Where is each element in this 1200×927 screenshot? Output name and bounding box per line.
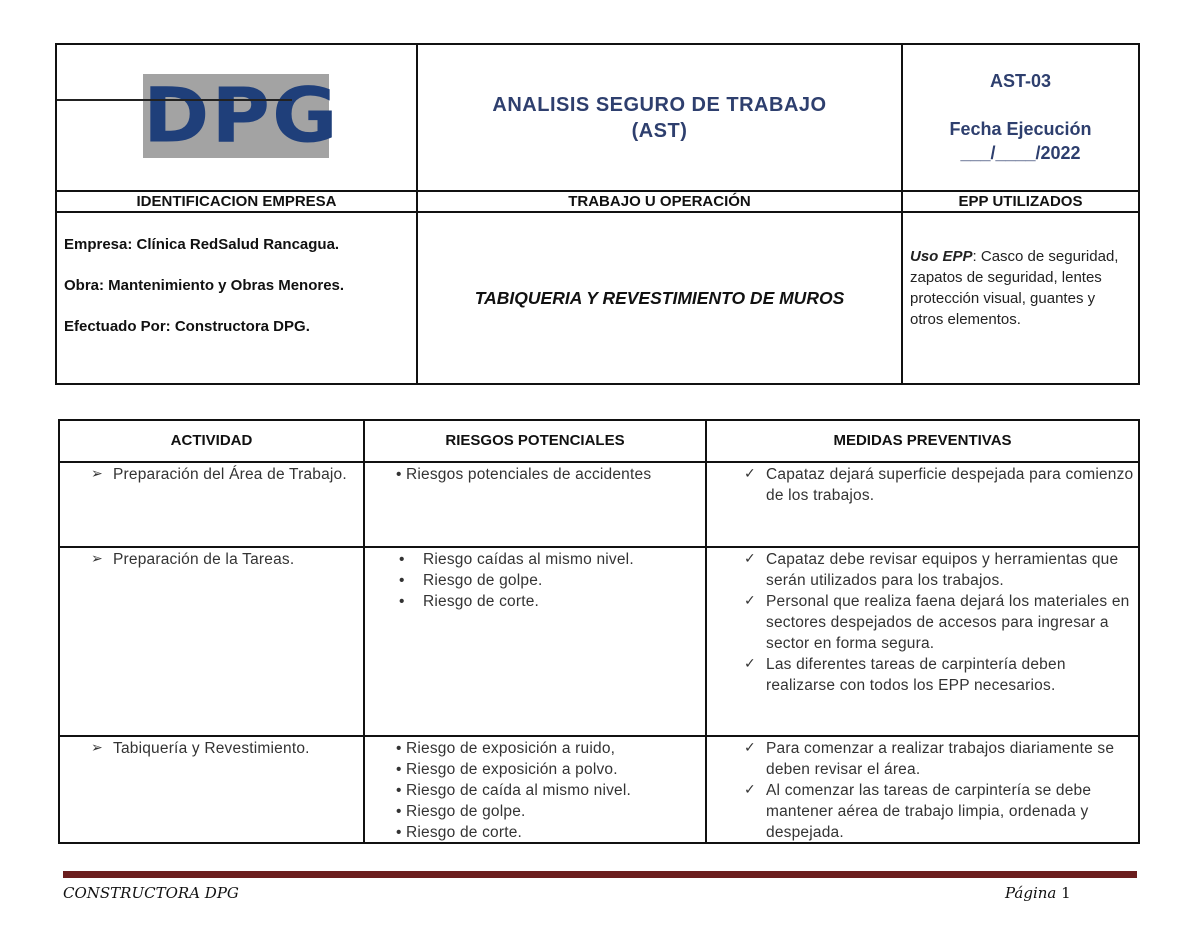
column-header-epp: EPP UTILIZADOS [958, 193, 1083, 210]
risk-item: • Riesgos potenciales de accidentes [396, 466, 652, 483]
column-header-empresa: IDENTIFICACION EMPRESA [136, 193, 337, 210]
footer-page [1005, 884, 1071, 902]
table-divider [58, 461, 1140, 463]
risk-item: • Riesgo de exposición a ruido, [396, 740, 616, 757]
obra-name: Obra: Mantenimiento y Obras Menores. [64, 277, 345, 294]
table-header-medidas: MEDIDAS PREVENTIVAS [833, 432, 1012, 449]
empresa-info [64, 235, 414, 337]
dot-bullet-icon: • [396, 824, 402, 841]
table-divider [363, 419, 365, 844]
measure-item: ✓ Personal que realiza faena dejará los materiales en sectores despejados de accesos para ingresar a sector en forma segura. [744, 593, 1130, 652]
dot-bullet-icon: • [399, 572, 405, 589]
activity-item: ➢ Preparación del Área de Trabajo. [91, 466, 347, 483]
checkmark-icon: ✓ [744, 551, 756, 567]
risk-item: • Riesgo de exposición a polvo. [396, 761, 618, 778]
efectuado-por: Efectuado Por: Constructora DPG. [64, 318, 310, 335]
dot-bullet-icon: • [396, 761, 402, 778]
measure-item: ✓ Las diferentes tareas de carpintería deben realizarse con todos los EPP necesarios. [744, 656, 1066, 694]
header-divider [55, 211, 1140, 213]
risk-item: • Riesgo de golpe. [396, 803, 526, 820]
company-logo [143, 71, 340, 160]
epp-label: Uso EPP [910, 248, 973, 265]
risk-list [396, 738, 701, 843]
table-divider [705, 419, 707, 844]
arrow-bullet-icon: ➢ [91, 551, 103, 567]
header-divider [55, 190, 1140, 192]
table-header-riesgos: RIESGOS POTENCIALES [445, 432, 625, 449]
logo-text: DPG [143, 71, 340, 160]
risk-item: • Riesgo de golpe. [399, 572, 543, 589]
document-code: AST-03 [989, 71, 1052, 91]
table-header-actividad: ACTIVIDAD [170, 432, 253, 449]
document-code-block [903, 69, 1138, 165]
operation-title: TABIQUERIA Y REVESTIMIENTO DE MUROS [474, 288, 845, 308]
table-row [85, 464, 355, 485]
measure-item: ✓ Al comenzar las tareas de carpintería se debe mantener aérea de trabajo limpia, ordenada y despejada. [744, 782, 1092, 841]
column-header-operacion: TRABAJO U OPERACIÓN [568, 193, 751, 210]
measure-list [738, 464, 1138, 506]
measure-item: ✓ Capataz debe revisar equipos y herramientas que serán utilizados para los trabajos. [744, 551, 1119, 589]
measure-item: ✓ Para comenzar a realizar trabajos diariamente se deben revisar el área. [744, 740, 1115, 778]
risk-list [396, 549, 701, 612]
dot-bullet-icon: • [396, 803, 402, 820]
checkmark-icon: ✓ [744, 593, 756, 609]
risk-item: • Riesgo de caída al mismo nivel. [396, 782, 632, 799]
fecha-label: Fecha Ejecución [949, 119, 1092, 139]
activity-item: ➢ Preparación de la Tareas. [91, 551, 295, 568]
measure-list [738, 549, 1138, 696]
dot-bullet-icon: • [396, 740, 402, 757]
document-title [418, 92, 901, 144]
activity-item: ➢ Tabiquería y Revestimiento. [91, 740, 310, 757]
risk-item: • Riesgo caídas al mismo nivel. [399, 551, 634, 568]
table-divider [58, 546, 1140, 548]
risk-item: • Riesgo de corte. [399, 593, 540, 610]
arrow-bullet-icon: ➢ [91, 740, 103, 756]
checkmark-icon: ✓ [744, 782, 756, 798]
epp-text: : Casco de seguridad, zapatos de seguridad, lentes protección visual, guantes y otros elementos. [910, 248, 1119, 328]
page-label: Página [1005, 884, 1057, 902]
empresa-name: Empresa: Clínica RedSalud Rancagua. [64, 236, 340, 253]
dot-bullet-icon: • [399, 551, 405, 568]
measure-item: ✓ Capataz dejará superficie despejada para comienzo de los trabajos. [744, 466, 1134, 504]
table-row [85, 549, 355, 570]
measure-list [738, 738, 1138, 843]
checkmark-icon: ✓ [744, 656, 756, 672]
checkmark-icon: ✓ [744, 740, 756, 756]
footer-company: CONSTRUCTORA DPG [63, 884, 239, 902]
footer-rule [63, 871, 1137, 878]
dot-bullet-icon: • [399, 593, 405, 610]
title-line-2: (AST) [631, 120, 688, 142]
checkmark-icon: ✓ [744, 466, 756, 482]
page-number: 1 [1061, 884, 1071, 902]
epp-description [910, 246, 1132, 330]
logo-strike-line [57, 99, 292, 101]
fecha-value: ___/____/2022 [960, 143, 1081, 163]
title-line-1: ANALISIS SEGURO DE TRABAJO [492, 94, 827, 116]
table-divider [58, 735, 1140, 737]
table-row [85, 738, 355, 759]
risk-item: • Riesgo de corte. [396, 824, 523, 841]
risk-list [396, 464, 701, 485]
dot-bullet-icon: • [396, 782, 402, 799]
dot-bullet-icon: • [396, 466, 402, 483]
arrow-bullet-icon: ➢ [91, 466, 103, 482]
